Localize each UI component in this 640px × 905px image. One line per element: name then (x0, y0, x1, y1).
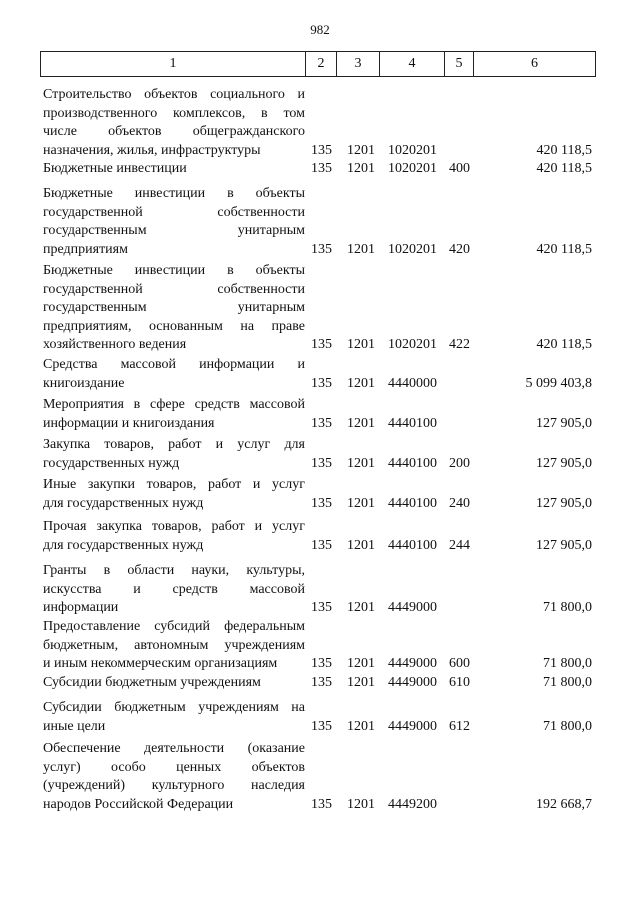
description-line: предприятиям, основанным на праве (43, 318, 305, 334)
cell-col-5: 244 (449, 537, 470, 553)
description-line: Субсидии бюджетным учреждениям (43, 675, 261, 690)
cell-col-6: 420 118,5 (536, 241, 592, 257)
row-description (43, 699, 305, 736)
cell-col-5: 420 (449, 241, 470, 257)
cell-col-4: 4440100 (388, 537, 437, 553)
description-line: информации и книгоиздания (43, 415, 215, 431)
description-line: бюджетным, автономным учреждениям (43, 637, 305, 653)
cell-col-6: 127 905,0 (536, 537, 592, 553)
description-line: хозяйственного ведения (43, 337, 187, 352)
row-description (43, 476, 305, 513)
description-line: Мероприятия в сфере средств массовой (43, 397, 305, 412)
description-line: народов Российской Федерации (43, 796, 234, 812)
cell-col-4: 4440100 (388, 455, 437, 471)
description-line: Строительство объектов социального и (43, 87, 305, 102)
description-line: для государственных нужд (43, 537, 204, 553)
header-col-4: 4 (380, 52, 445, 77)
cell-col-6: 420 118,5 (536, 337, 592, 352)
cell-col-3: 1201 (347, 600, 375, 615)
row-description (43, 185, 305, 259)
row-description (43, 518, 305, 555)
cell-col-3: 1201 (347, 337, 375, 352)
cell-col-3: 1201 (347, 161, 375, 176)
cell-col-3: 1201 (347, 415, 375, 431)
description-line: книгоиздание (43, 375, 125, 391)
cell-col-4: 4449000 (388, 600, 437, 615)
cell-col-6: 71 800,0 (543, 656, 592, 671)
cell-col-4: 1020201 (388, 161, 437, 176)
cell-col-2: 135 (311, 142, 332, 158)
row-description (43, 740, 305, 814)
cell-col-5: 240 (449, 495, 470, 511)
cell-col-6: 420 118,5 (536, 142, 592, 158)
cell-col-4: 4449000 (388, 675, 437, 690)
cell-col-4: 4449000 (388, 718, 437, 734)
description-line: Бюджетные инвестиции в объекты (43, 186, 305, 201)
cell-col-3: 1201 (347, 142, 375, 158)
description-line: государственным унитарным (43, 300, 305, 315)
description-line: Бюджетные инвестиции в объекты (43, 263, 305, 278)
cell-col-6: 420 118,5 (536, 161, 592, 176)
cell-col-5: 600 (449, 656, 470, 671)
description-line: услуг) особо ценных объектов (43, 759, 305, 775)
description-line: (учреждений) культурного наследия (43, 778, 305, 793)
cell-col-4: 1020201 (388, 337, 437, 352)
header-col-6: 6 (474, 52, 596, 77)
description-line: государственной собственности (43, 204, 305, 220)
cell-col-4: 1020201 (388, 142, 437, 158)
cell-col-3: 1201 (347, 656, 375, 671)
description-line: Бюджетные инвестиции (43, 161, 187, 176)
cell-col-4: 4440000 (388, 375, 437, 391)
cell-col-2: 135 (311, 656, 332, 671)
cell-col-3: 1201 (347, 796, 375, 812)
cell-col-6: 127 905,0 (536, 415, 592, 431)
cell-col-5: 612 (449, 718, 470, 734)
description-line: Прочая закупка товаров, работ и услуг (43, 519, 305, 534)
description-line: для государственных нужд (43, 495, 204, 511)
cell-col-5: 610 (449, 675, 470, 690)
cell-col-6: 71 800,0 (543, 600, 592, 615)
page-number: 982 (310, 22, 330, 37)
cell-col-5: 400 (449, 161, 470, 176)
cell-col-3: 1201 (347, 495, 375, 511)
header-col-3: 3 (337, 52, 380, 77)
cell-col-4: 4449200 (388, 796, 437, 812)
cell-col-2: 135 (311, 415, 332, 431)
description-line: предприятиям (43, 241, 128, 257)
header-col-5: 5 (445, 52, 474, 77)
description-line: Закупка товаров, работ и услуг для (43, 437, 305, 452)
cell-col-6: 127 905,0 (536, 495, 592, 511)
cell-col-2: 135 (311, 337, 332, 352)
row-description (43, 436, 305, 473)
cell-col-3: 1201 (347, 718, 375, 734)
description-line: Средства массовой информации и (43, 357, 305, 372)
cell-col-4: 4440100 (388, 495, 437, 511)
row-description (43, 262, 305, 355)
cell-col-3: 1201 (347, 455, 375, 471)
row-description (43, 86, 305, 160)
description-line: иные цели (43, 718, 106, 734)
cell-col-4: 1020201 (388, 241, 437, 257)
cell-col-3: 1201 (347, 537, 375, 553)
description-line: информации (43, 600, 119, 615)
description-line: Иные закупки товаров, работ и услуг (43, 477, 305, 492)
cell-col-2: 135 (311, 718, 332, 734)
cell-col-6: 71 800,0 (543, 675, 592, 690)
description-line: государственной собственности (43, 281, 305, 297)
cell-col-6: 5 099 403,8 (525, 375, 592, 391)
description-line: производственного комплексов, в том (43, 105, 305, 121)
cell-col-4: 4449000 (388, 656, 437, 671)
description-line: государственных нужд (43, 455, 180, 471)
row-description (43, 396, 305, 433)
header-col-1: 1 (169, 56, 177, 71)
cell-col-4: 4440100 (388, 415, 437, 431)
table-header (40, 51, 596, 77)
cell-col-2: 135 (311, 600, 332, 615)
description-line: Гранты в области науки, культуры, (43, 563, 305, 578)
cell-col-5: 200 (449, 455, 470, 471)
row-description (43, 356, 305, 393)
cell-col-2: 135 (311, 537, 332, 553)
row-description (43, 674, 305, 693)
cell-col-6: 127 905,0 (536, 455, 592, 471)
cell-col-2: 135 (311, 495, 332, 511)
cell-col-3: 1201 (347, 675, 375, 690)
cell-col-3: 1201 (347, 375, 375, 391)
description-line: назначения, жилья, инфраструктуры (43, 142, 261, 158)
description-line: числе объектов общегражданского (43, 124, 305, 139)
description-line: государственным унитарным (43, 223, 305, 238)
cell-col-2: 135 (311, 241, 332, 257)
description-line: Предоставление субсидий федеральным (43, 619, 305, 634)
cell-col-2: 135 (311, 161, 332, 176)
cell-col-6: 192 668,7 (536, 796, 592, 812)
description-line: искусства и средств массовой (43, 581, 305, 597)
header-col-2: 2 (306, 52, 337, 77)
description-line: и иным некоммерческим организациям (43, 656, 278, 671)
description-line: Обеспечение деятельности (оказание (43, 741, 305, 756)
cell-col-3: 1201 (347, 241, 375, 257)
cell-col-5: 422 (449, 337, 470, 352)
cell-col-2: 135 (311, 375, 332, 391)
cell-col-2: 135 (311, 675, 332, 690)
row-description (43, 562, 305, 618)
cell-col-2: 135 (311, 455, 332, 471)
cell-col-6: 71 800,0 (543, 718, 592, 734)
description-line: Субсидии бюджетным учреждениям на (43, 700, 305, 715)
row-description (43, 618, 305, 674)
cell-col-2: 135 (311, 796, 332, 812)
row-description (43, 160, 305, 179)
